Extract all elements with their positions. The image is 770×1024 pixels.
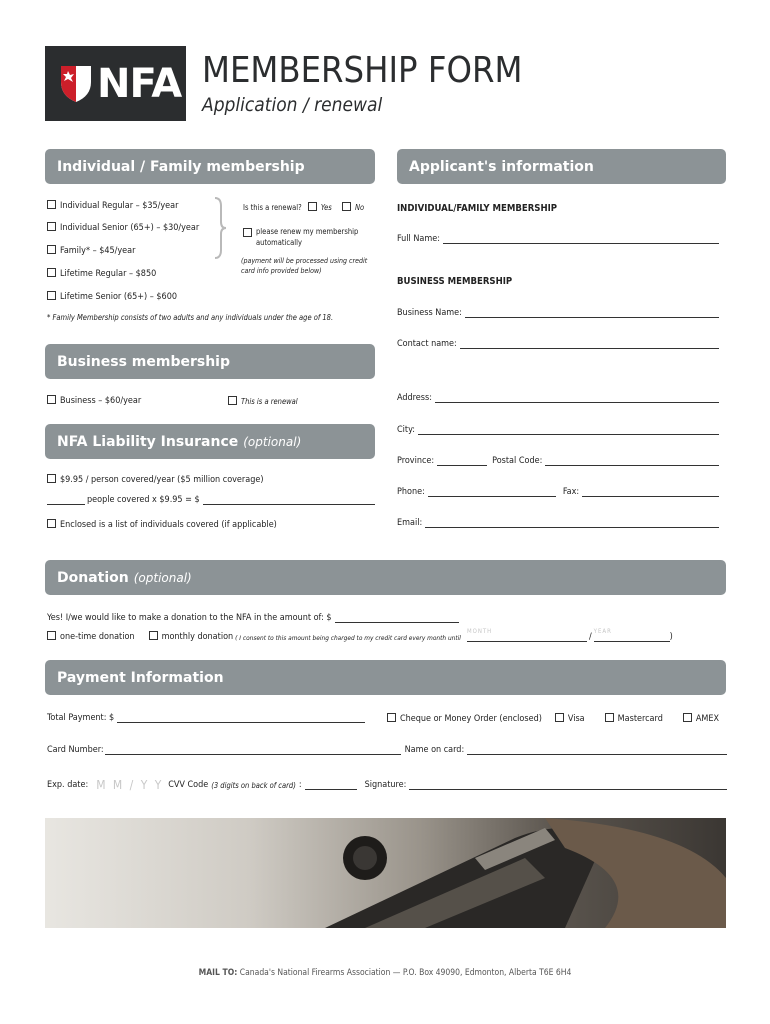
signature-input[interactable] — [409, 780, 727, 790]
logo-text: NFA — [97, 60, 182, 107]
business-heading: Business membership — [57, 353, 230, 370]
business-section-header — [45, 344, 375, 379]
option-lifetime-senior[interactable]: Lifetime Senior (65+) – $600 — [47, 291, 177, 302]
donation-section-header — [45, 560, 726, 595]
payment-heading: Payment Information — [57, 669, 224, 686]
donation-year-input[interactable]: YEAR — [594, 631, 670, 642]
insurance-heading: NFA Liability Insurance — [57, 433, 239, 450]
applicant-section-header — [397, 149, 726, 184]
insurance-section-header — [45, 424, 375, 459]
checkbox[interactable] — [47, 222, 56, 231]
family-footnote: * Family Membership consists of two adults and any individuals under the age of 18. — [47, 313, 334, 322]
option-individual-senior[interactable]: Individual Senior (65+) – $30/year — [47, 222, 199, 233]
individual-heading: Individual / Family membership — [57, 158, 305, 175]
exp-cvv-signature-field[interactable]: Exp. date: M M / Y Y CVV Code (3 digits on back of card) : Signature: — [47, 778, 727, 792]
email-field[interactable]: Email: — [397, 518, 719, 528]
renewal-yes-checkbox[interactable] — [308, 202, 317, 211]
auto-renew-option[interactable]: please renew my membership automatically — [243, 226, 378, 248]
address-field[interactable]: Address: — [397, 393, 719, 403]
province-input[interactable] — [437, 456, 487, 466]
renewal-question: Is this a renewal? Yes No — [243, 203, 365, 212]
checkbox[interactable] — [47, 245, 56, 254]
mailing-address: Canada's National Firearms Association — P.O. Box 49090, Edmonton, Alberta T6E 6H4 — [239, 968, 572, 978]
mail-to-label: MAIL TO: — [198, 968, 238, 978]
phone-fax-field[interactable]: Phone: Fax: — [397, 487, 719, 497]
full-name-field[interactable]: Full Name: — [397, 234, 719, 244]
page-title: MEMBERSHIP FORM — [202, 50, 523, 91]
one-time-donation-option[interactable]: one-time donation — [47, 631, 135, 642]
exp-date-input[interactable]: M M / Y Y — [96, 778, 164, 792]
rifle-photo — [45, 818, 726, 928]
insurance-total-input[interactable] — [203, 495, 375, 505]
checkbox[interactable] — [47, 291, 56, 300]
checkbox[interactable] — [243, 228, 252, 237]
individual-section-header — [45, 149, 375, 184]
fax-input[interactable] — [582, 487, 719, 497]
card-number-field[interactable]: Card Number: Name on card: — [47, 745, 727, 755]
method-cheque[interactable]: Cheque or Money Order (enclosed) — [387, 713, 542, 724]
shield-icon — [59, 64, 93, 104]
cvv-input[interactable] — [305, 780, 357, 790]
method-amex[interactable]: AMEX — [683, 713, 719, 724]
checkbox[interactable] — [47, 474, 56, 483]
auto-renew-note: (payment will be processed using credit card info provided below) — [241, 257, 368, 275]
rifle-graphic — [45, 818, 726, 928]
insurance-option[interactable]: $9.95 / person covered/year ($5 million coverage) — [47, 474, 264, 485]
total-payment-field[interactable]: Total Payment: $ — [47, 713, 365, 723]
nfa-logo — [45, 46, 186, 121]
province-postal-field[interactable]: Province: Postal Code: — [397, 456, 719, 466]
phone-input[interactable] — [428, 487, 556, 497]
mail-to-footer — [0, 968, 770, 978]
applicant-heading: Applicant's information — [409, 158, 594, 175]
donation-optional: (optional) — [133, 570, 192, 585]
postal-code-input[interactable] — [545, 456, 719, 466]
checkbox[interactable] — [47, 268, 56, 277]
donation-amount-field[interactable]: Yes! I/we would like to make a donation to the NFA in the amount of: $ — [47, 613, 459, 623]
method-visa[interactable]: Visa — [555, 713, 585, 724]
option-business[interactable]: Business – $60/year — [47, 395, 141, 406]
payment-section-header — [45, 660, 726, 695]
individual-membership-heading: INDIVIDUAL/FAMILY MEMBERSHIP — [397, 203, 558, 214]
donation-frequency: one-time donation monthly donation ( I consent to this amount being charged to my credit card every month until MONTH / YEAR ) — [47, 631, 727, 642]
renewal-no-checkbox[interactable] — [342, 202, 351, 211]
card-number-input[interactable] — [105, 745, 401, 755]
enclosed-list-option[interactable]: Enclosed is a list of individuals covered (if applicable) — [47, 519, 277, 530]
method-mastercard[interactable]: Mastercard — [605, 713, 663, 724]
option-individual-regular[interactable]: Individual Regular – $35/year — [47, 200, 178, 211]
payment-methods — [387, 713, 719, 724]
contact-name-field[interactable]: Contact name: — [397, 339, 719, 349]
donation-month-input[interactable]: MONTH — [467, 631, 587, 642]
business-membership-heading: BUSINESS MEMBERSHIP — [397, 276, 513, 287]
option-family[interactable]: Family* – $45/year — [47, 245, 135, 256]
business-name-field[interactable]: Business Name: — [397, 308, 719, 318]
checkbox[interactable] — [47, 200, 56, 209]
city-field[interactable]: City: — [397, 425, 719, 435]
name-on-card-input[interactable] — [467, 745, 727, 755]
donation-heading: Donation — [57, 569, 129, 586]
option-lifetime-regular[interactable]: Lifetime Regular – $850 — [47, 268, 156, 279]
page-subtitle: Application / renewal — [202, 94, 383, 116]
checkbox[interactable] — [228, 396, 237, 405]
business-renewal-option[interactable]: This is a renewal — [228, 396, 298, 406]
insurance-optional: (optional) — [243, 434, 302, 449]
checkbox[interactable] — [47, 395, 56, 404]
people-count-input[interactable] — [47, 495, 85, 505]
monthly-donation-option[interactable]: monthly donation — [149, 631, 234, 642]
brace-icon — [213, 196, 227, 260]
checkbox[interactable] — [47, 519, 56, 528]
people-covered-field[interactable]: people covered x $9.95 = $ — [47, 495, 375, 505]
